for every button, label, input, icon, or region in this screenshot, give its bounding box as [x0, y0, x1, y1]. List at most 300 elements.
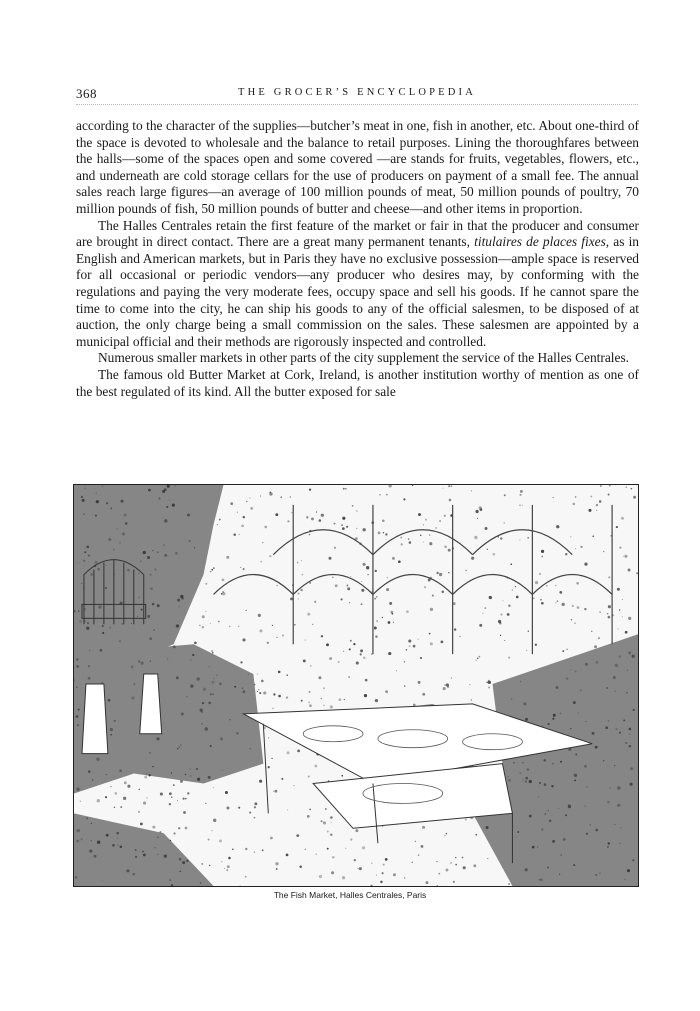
stipple-dot	[213, 787, 214, 788]
stipple-dot	[262, 849, 264, 851]
stipple-dot	[393, 873, 396, 876]
stipple-dot	[517, 831, 519, 833]
stipple-dot	[487, 549, 488, 550]
stipple-dot	[541, 602, 544, 605]
stipple-dot	[586, 833, 588, 835]
stipple-dot	[525, 718, 528, 721]
stipple-dot	[600, 485, 602, 487]
stipple-dot	[498, 620, 501, 623]
stipple-dot	[308, 701, 310, 703]
stipple-dot	[463, 866, 466, 869]
stipple-dot	[590, 496, 592, 498]
stipple-dot	[525, 868, 528, 871]
stipple-dot	[254, 684, 256, 686]
stipple-dot	[352, 505, 354, 507]
stipple-dot	[542, 725, 543, 726]
stipple-dot	[523, 702, 526, 705]
stipple-dot	[547, 867, 549, 869]
stipple-dot	[555, 602, 556, 603]
stipple-dot	[575, 671, 577, 673]
stipple-dot	[164, 554, 167, 557]
stipple-dot	[580, 546, 582, 548]
stipple-dot	[82, 499, 85, 502]
stipple-dot	[157, 837, 158, 838]
stipple-dot	[539, 782, 541, 784]
stipple-dot	[475, 834, 477, 836]
stipple-dot	[520, 681, 521, 682]
stipple-dot	[102, 880, 103, 881]
stipple-dot	[152, 550, 153, 551]
stipple-dot	[242, 687, 244, 689]
stipple-dot	[175, 485, 176, 486]
stipple-dot	[164, 519, 167, 522]
stipple-dot	[307, 613, 310, 616]
stipple-dot	[566, 677, 568, 679]
stipple-dot	[453, 881, 455, 883]
stipple-dot	[157, 604, 160, 607]
stipple-dot	[181, 712, 184, 715]
stipple-dot	[98, 605, 101, 608]
stipple-dot	[308, 776, 310, 778]
stipple-dot	[75, 876, 77, 878]
stipple-dot	[343, 488, 345, 490]
stipple-dot	[486, 682, 488, 684]
stipple-dot	[630, 767, 633, 770]
stipple-dot	[345, 848, 346, 849]
stipple-dot	[258, 689, 259, 690]
stipple-dot	[626, 692, 628, 694]
stipple-dot	[80, 838, 82, 840]
stipple-dot	[294, 624, 296, 626]
stipple-dot	[229, 719, 230, 720]
stipple-dot	[132, 873, 135, 876]
stipple-dot	[221, 861, 222, 862]
stipple-dot	[376, 620, 378, 622]
stipple-dot	[278, 671, 281, 674]
stipple-dot	[432, 595, 434, 597]
stipple-dot	[608, 616, 611, 619]
stipple-dot	[591, 631, 592, 632]
stipple-dot	[619, 609, 620, 610]
stipple-dot	[568, 805, 571, 808]
stipple-dot	[286, 696, 288, 698]
stipple-dot	[293, 785, 294, 786]
stipple-dot	[371, 863, 372, 864]
stipple-dot	[404, 661, 405, 662]
stipple-dot	[522, 779, 523, 780]
stipple-dot	[341, 775, 343, 777]
stipple-dot	[507, 613, 510, 616]
stipple-dot	[81, 583, 82, 584]
stipple-dot	[282, 634, 284, 636]
stipple-dot	[81, 496, 83, 498]
stipple-dot	[124, 781, 127, 784]
stipple-dot	[202, 626, 205, 629]
stipple-dot	[356, 510, 357, 511]
stipple-dot	[617, 588, 620, 591]
stipple-dot	[596, 661, 599, 664]
stipple-dot	[380, 881, 383, 884]
stipple-dot	[245, 848, 247, 850]
stipple-dot	[595, 829, 598, 832]
stipple-dot	[513, 762, 514, 763]
text-run: as in English and American markets, but in Paris they have no exclusive possession—ample space is reserved for all occasional or periodic vendors—any producer who desires may, by conforming with the regulations and paying the very moderate fees, occupy space and sell his goods. If he cannot spare the time to come into the city, he can ship his goods to any of the official salesmen, to be disposed of at auction, the only charge being a small commission on the sales. These salesmen are appointed by a municipal official and their methods are rigorously inspected and controlled.	[76, 234, 640, 349]
stipple-dot	[87, 622, 89, 624]
stipple-dot	[363, 528, 366, 531]
stipple-dot	[240, 885, 241, 886]
stipple-dot	[449, 499, 452, 502]
stipple-dot	[519, 539, 520, 540]
stipple-dot	[260, 495, 261, 496]
stipple-dot	[595, 874, 597, 876]
stipple-dot	[418, 639, 419, 640]
stipple-dot	[544, 783, 547, 786]
body-text	[76, 118, 639, 400]
stipple-dot	[375, 570, 377, 572]
figure-engraving	[73, 484, 639, 887]
stipple-dot	[157, 854, 158, 855]
stipple-dot	[425, 881, 428, 884]
stipple-dot	[297, 592, 299, 594]
stipple-dot	[127, 785, 130, 788]
stipple-dot	[78, 610, 79, 611]
stipple-dot	[386, 588, 389, 591]
stipple-dot	[259, 780, 262, 783]
stipple-dot	[326, 643, 329, 646]
stipple-dot	[183, 798, 185, 800]
stipple-dot	[446, 833, 448, 835]
stipple-dot	[363, 656, 366, 659]
stipple-dot	[213, 819, 216, 822]
stipple-dot	[590, 824, 591, 825]
stipple-dot	[477, 518, 478, 519]
market-engraving-image	[74, 485, 638, 886]
stipple-dot	[595, 746, 598, 749]
stipple-dot	[177, 748, 179, 750]
stipple-dot	[190, 660, 191, 661]
stipple-dot	[343, 651, 344, 652]
stipple-dot	[152, 766, 153, 767]
stipple-dot	[387, 577, 389, 579]
stipple-dot	[138, 811, 140, 813]
stipple-dot	[321, 698, 322, 699]
stipple-dot	[603, 760, 604, 761]
stipple-dot	[406, 649, 408, 651]
stipple-dot	[259, 629, 262, 632]
stipple-dot	[330, 834, 332, 836]
stipple-dot	[539, 879, 540, 880]
stipple-dot	[455, 857, 456, 858]
stipple-dot	[146, 797, 147, 798]
stipple-dot	[154, 568, 156, 570]
stipple-dot	[429, 633, 431, 635]
stipple-dot	[115, 792, 118, 795]
stipple-dot	[208, 702, 211, 705]
stipple-dot	[578, 712, 579, 713]
stipple-dot	[80, 800, 81, 801]
stipple-dot	[76, 686, 78, 688]
stipple-dot	[430, 642, 433, 645]
stipple-dot	[401, 543, 403, 545]
stipple-dot	[342, 517, 345, 520]
stipple-dot	[335, 584, 338, 587]
stipple-dot	[179, 746, 181, 748]
stipple-dot	[559, 591, 562, 594]
stipple-dot	[147, 556, 150, 559]
stipple-dot	[616, 526, 618, 528]
stipple-dot	[412, 862, 413, 863]
stipple-dot	[286, 674, 288, 676]
stipple-dot	[511, 698, 512, 699]
stipple-dot	[114, 720, 116, 722]
stipple-dot	[586, 786, 587, 787]
stipple-dot	[137, 616, 138, 617]
stipple-dot	[548, 723, 550, 725]
stipple-dot	[420, 535, 421, 536]
stipple-dot	[629, 783, 632, 786]
stipple-dot	[150, 587, 153, 590]
paragraph-3	[76, 350, 639, 367]
stipple-dot	[619, 655, 621, 657]
stipple-dot	[592, 732, 595, 735]
stipple-dot	[96, 500, 99, 503]
stipple-dot	[502, 600, 503, 601]
stipple-dot	[342, 876, 345, 879]
stipple-dot	[573, 701, 576, 704]
stipple-dot	[436, 861, 437, 862]
stipple-dot	[164, 855, 167, 858]
stipple-dot	[628, 651, 631, 654]
stipple-dot	[187, 792, 189, 794]
stipple-dot	[619, 843, 621, 845]
stipple-dot	[560, 713, 562, 715]
stipple-dot	[570, 728, 571, 729]
stipple-dot	[525, 777, 528, 780]
stipple-dot	[307, 815, 310, 818]
stipple-dot	[552, 718, 554, 720]
stipple-dot	[156, 737, 159, 740]
stipple-dot	[150, 574, 152, 576]
stipple-dot	[298, 598, 299, 599]
stipple-dot	[540, 599, 542, 601]
stipple-dot	[512, 589, 513, 590]
stipple-dot	[138, 660, 140, 662]
stipple-dot	[274, 790, 277, 793]
stipple-dot	[415, 841, 416, 842]
stipple-dot	[110, 728, 113, 731]
stipple-dot	[406, 610, 409, 613]
stipple-dot	[626, 486, 627, 487]
stipple-dot	[403, 498, 405, 500]
stipple-dot	[527, 768, 530, 771]
stipple-dot	[190, 775, 192, 777]
stipple-dot	[348, 676, 350, 678]
stipple-dot	[135, 856, 137, 858]
stipple-dot	[558, 808, 559, 809]
stipple-dot	[383, 864, 385, 866]
stipple-dot	[570, 669, 571, 670]
stipple-dot	[105, 796, 107, 798]
stipple-dot	[633, 709, 635, 711]
stipple-dot	[444, 684, 445, 685]
stipple-dot	[625, 742, 627, 744]
stipple-dot	[363, 563, 366, 566]
stipple-dot	[365, 679, 368, 682]
stipple-dot	[306, 516, 308, 518]
stipple-dot	[323, 821, 326, 824]
stipple-dot	[619, 732, 621, 734]
stipple-dot	[86, 546, 89, 549]
stipple-dot	[545, 813, 546, 814]
stipple-dot	[122, 533, 125, 536]
stipple-dot	[278, 695, 281, 698]
stipple-dot	[262, 542, 263, 543]
stipple-dot	[140, 822, 143, 825]
stipple-dot	[243, 690, 246, 693]
stipple-dot	[585, 663, 588, 666]
stipple-dot	[209, 666, 210, 667]
stipple-dot	[272, 708, 273, 709]
stipple-dot	[592, 535, 594, 537]
stipple-dot	[196, 677, 199, 680]
stipple-dot	[447, 686, 449, 688]
stipple-dot	[149, 637, 152, 640]
stipple-dot	[631, 488, 633, 490]
stipple-dot	[75, 715, 78, 718]
stipple-dot	[487, 858, 488, 859]
stipple-dot	[552, 763, 554, 765]
stipple-dot	[408, 538, 410, 540]
stipple-dot	[186, 860, 188, 862]
stipple-dot	[565, 814, 567, 816]
stipple-dot	[598, 637, 600, 639]
stipple-dot	[441, 641, 444, 644]
stipple-dot	[76, 788, 79, 791]
stipple-dot	[391, 613, 393, 615]
stipple-dot	[125, 522, 128, 525]
stipple-dot	[120, 846, 123, 849]
stipple-dot	[290, 496, 291, 497]
stipple-dot	[439, 520, 441, 522]
stipple-dot	[76, 665, 79, 668]
stipple-dot	[208, 838, 210, 840]
stipple-dot	[119, 542, 120, 543]
stipple-dot	[95, 561, 98, 564]
stipple-dot	[603, 551, 604, 552]
stipple-dot	[608, 720, 610, 722]
stipple-dot	[617, 786, 620, 789]
stipple-dot	[159, 831, 161, 833]
stipple-dot	[520, 490, 523, 493]
stipple-dot	[267, 642, 269, 644]
stipple-dot	[249, 497, 250, 498]
stipple-dot	[629, 728, 632, 731]
stipple-dot	[479, 656, 481, 658]
stipple-dot	[229, 626, 231, 628]
stipple-dot	[392, 557, 395, 560]
stipple-dot	[329, 657, 332, 660]
stipple-dot	[386, 539, 387, 540]
stipple-dot	[113, 549, 114, 550]
stipple-dot	[76, 658, 78, 660]
stipple-dot	[97, 799, 100, 802]
stipple-dot	[272, 625, 273, 626]
stipple-dot	[250, 748, 251, 749]
stipple-dot	[622, 599, 623, 600]
stipple-dot	[471, 490, 472, 491]
stipple-dot	[179, 871, 181, 873]
stipple-dot	[560, 761, 562, 763]
stipple-dot	[375, 699, 378, 702]
stipple-dot	[276, 585, 278, 587]
stipple-dot	[254, 852, 255, 853]
stipple-dot	[525, 781, 527, 783]
stipple-dot	[508, 657, 510, 659]
stipple-dot	[309, 582, 311, 584]
stipple-dot	[574, 779, 576, 781]
stipple-dot	[448, 485, 450, 487]
stipple-dot	[180, 780, 183, 783]
stipple-dot	[479, 624, 482, 627]
stipple-dot	[163, 544, 165, 546]
stipple-dot	[120, 500, 123, 503]
stipple-dot	[106, 502, 108, 504]
stipple-dot	[268, 766, 270, 768]
stipple-dot	[183, 811, 186, 814]
stipple-dot	[143, 854, 146, 857]
stipple-dot	[488, 687, 490, 689]
stipple-dot	[133, 683, 135, 685]
stipple-dot	[451, 485, 452, 486]
stipple-dot	[222, 591, 224, 593]
stipple-dot	[409, 645, 411, 647]
stipple-dot	[424, 586, 426, 588]
stipple-dot	[438, 873, 440, 875]
stipple-dot	[435, 527, 436, 528]
stipple-dot	[361, 581, 362, 582]
stipple-dot	[88, 665, 90, 667]
stipple-dot	[210, 571, 212, 573]
running-title: THE GROCER’S ENCYCLOPEDIA	[237, 87, 477, 98]
stipple-dot	[334, 547, 336, 549]
stipple-dot	[209, 865, 211, 867]
stipple-dot	[210, 745, 212, 747]
stipple-dot	[176, 676, 179, 679]
stipple-dot	[471, 699, 472, 700]
stipple-dot	[529, 815, 532, 818]
stipple-dot	[185, 798, 187, 800]
stipple-dot	[236, 732, 238, 734]
stipple-dot	[568, 748, 571, 751]
text-run: The famous old Butter Market at Cork, Ireland, is another institution worthy of mention as one of the best regulated of its kind. All the butter exposed for sale	[76, 366, 639, 399]
stipple-dot	[376, 596, 378, 598]
stipple-dot	[217, 524, 218, 525]
stipple-dot	[350, 640, 352, 642]
stipple-dot	[216, 675, 217, 676]
stipple-dot	[131, 665, 134, 668]
stipple-dot	[613, 676, 616, 679]
stipple-dot	[117, 838, 118, 839]
stipple-dot	[617, 628, 618, 629]
stipple-dot	[311, 518, 314, 521]
stipple-dot	[286, 853, 289, 856]
stipple-dot	[488, 681, 491, 684]
stipple-dot	[360, 649, 363, 652]
stipple-dot	[157, 551, 159, 553]
stipple-dot	[627, 869, 630, 872]
stipple-dot	[258, 614, 261, 617]
stipple-dot	[382, 826, 383, 827]
